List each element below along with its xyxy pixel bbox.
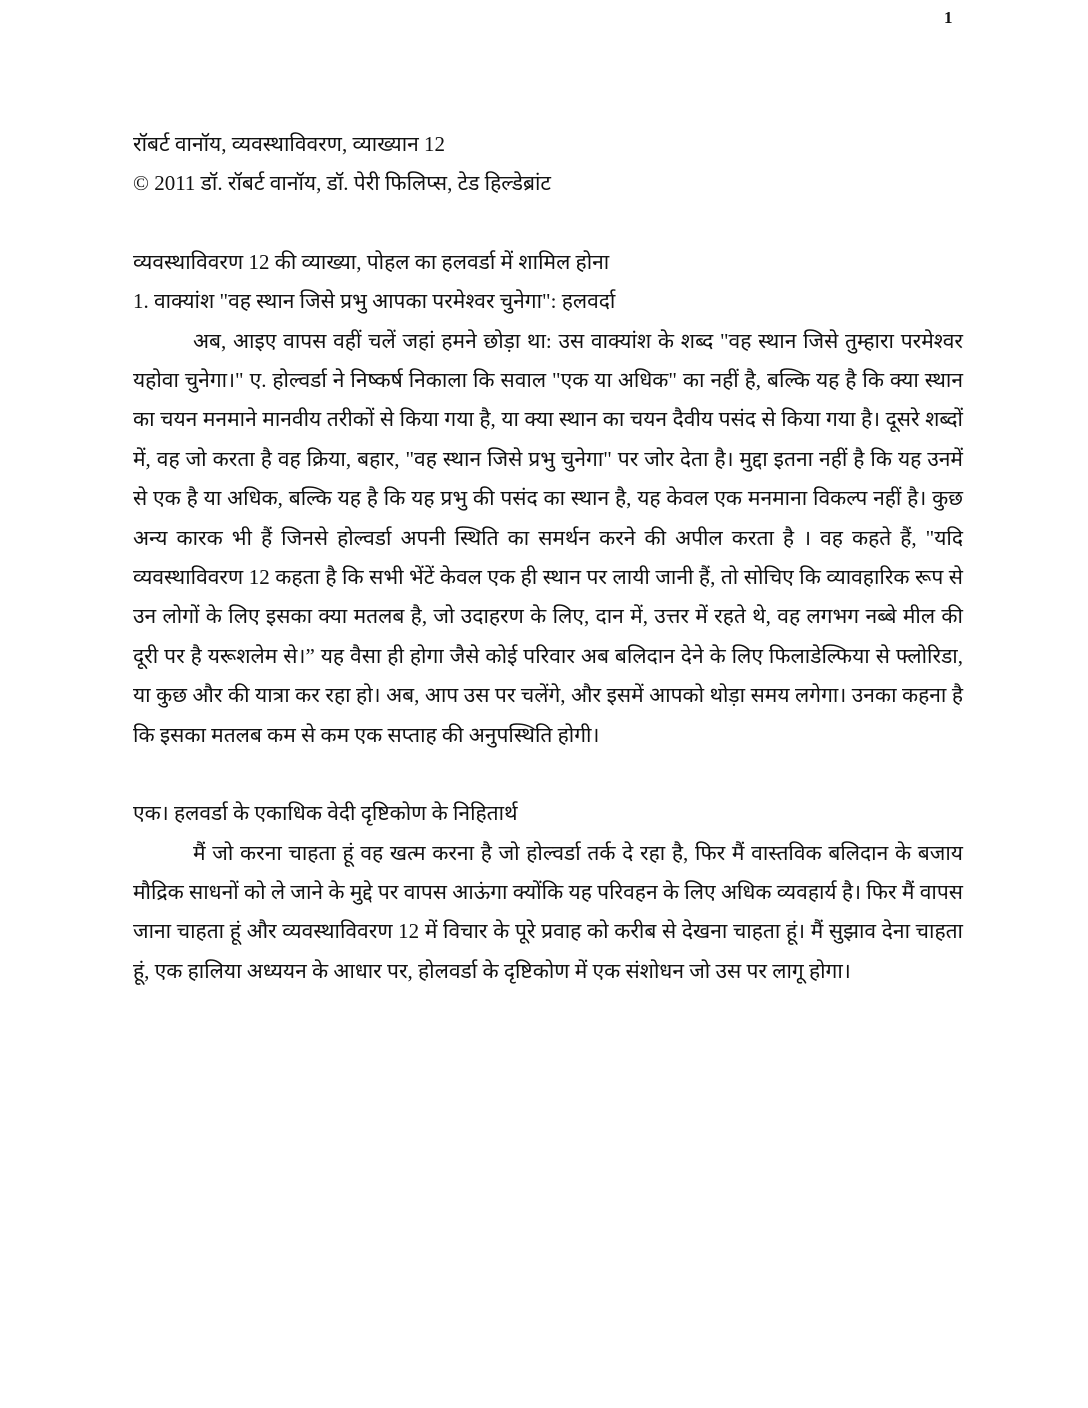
document-body	[133, 125, 963, 991]
section-heading: एक। हलवर्डा के एकाधिक वेदी दृष्टिकोण के निहितार्थ	[133, 801, 518, 826]
page-number: 1	[944, 8, 953, 27]
body-paragraph: अब, आइए वापस वहीं चलें जहां हमने छोड़ा था: उस वाक्यांश के शब्द "वह स्थान जिसे तुम्हारा परमेश्वर यहोवा चुनेगा।" ए. होल्वर्डा ने निष्कर्ष निकाला कि सवाल "एक या अधिक" का नहीं है, बल्कि यह है कि क्या स्थान का चयन मनमाने मानवीय तरीकों से किया गया है, या क्या स्थान का चयन दैवीय पसंद से किया गया है। दूसरे शब्दों में, वह जो करता है वह क्रिया, बहार, "वह स्थान जिसे प्रभु चुनेगा" पर जोर देता है। मुद्दा इतना नहीं है कि यह उनमें से एक है या अधिक, बल्कि यह है कि यह प्रभु की पसंद का स्थान है, यह केवल एक मनमाना विकल्प नहीं है। कुछ अन्य कारक भी हैं जिनसे होल्वर्डा अपनी स्थिति का समर्थन करने की अपील करता है । वह कहते हैं, "यदि व्यवस्थाविवरण 12 कहता है कि सभी भेंटें केवल एक ही स्थान पर लायी जानी हैं, तो सोचिए कि व्यावहारिक रूप से उन लोगों के लिए इसका क्या मतलब है, जो उदाहरण के लिए, दान में, उत्तर में रहते थे, वह लगभग नब्बे मील की दूरी पर है यरूशलेम से।” यह वैसा ही होगा जैसे कोई परिवार अब बलिदान देने के लिए फिलाडेल्फिया से फ्लोरिडा, या कुछ और की यात्रा कर रहा हो। अब, आप उस पर चलेंगे, और इसमें आपको थोड़ा समय लगेगा। उनका कहना है कि इसका मतलब कम से कम एक सप्ताह की अनुपस्थिति होगी।	[133, 328, 963, 747]
body-paragraph: मैं जो करना चाहता हूं वह खत्म करना है जो होल्वर्डा तर्क दे रहा है, फिर मैं वास्तविक बलिदान के बजाय मौद्रिक साधनों को ले जाने के मुद्दे पर वापस आऊंगा क्योंकि यह परिवहन के लिए अधिक व्यवहार्य है। फिर मैं वापस जाना चाहता हूं और व्यवस्थाविवरण 12 में विचार के पूरे प्रवाह को करीब से देखना चाहता हूं। मैं सुझाव देना चाहता हूं, एक हालिया अध्ययन के आधार पर, होलवर्डा के दृष्टिकोण में एक संशोधन जो उस पर लागू होगा।	[133, 840, 963, 983]
spacer	[133, 204, 963, 243]
copyright-line: © 2011 डॉ. रॉबर्ट वानॉय, डॉ. पेरी फिलिप्स, टेड हिल्डेब्रांट	[133, 171, 551, 196]
spacer	[133, 755, 963, 794]
section-heading: व्यवस्थाविवरण 12 की व्याख्या, पोहल का हलवर्डा में शामिल होना	[133, 249, 610, 274]
section-subheading: 1. वाक्यांश "वह स्थान जिसे प्रभु आपका परमेश्वर चुनेगा": हलवर्दा	[133, 289, 616, 314]
document-title: रॉबर्ट वानॉय, व्यवस्थाविवरण, व्याख्यान 12	[133, 132, 446, 156]
